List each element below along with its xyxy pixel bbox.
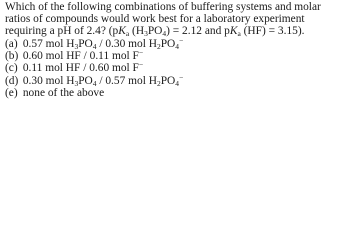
choice-text: 0.57 mol $H_3PO_4 / 0.30$ mol $H_2PO_4^-$ bbox=[22, 36, 184, 52]
question-block bbox=[5, 1, 347, 99]
choice-b[interactable] bbox=[5, 50, 347, 62]
choice-a[interactable] bbox=[5, 38, 347, 50]
answer-choices bbox=[5, 38, 347, 98]
choice-text: 0.60 mol HF / 0.11 mol F− bbox=[22, 48, 144, 63]
choice-e[interactable] bbox=[5, 87, 347, 99]
choice-d[interactable] bbox=[5, 72, 347, 88]
question-stem: Which of the following combinations of buffering systems and molar ratios of compounds would work best for a laboratory experiment requiring a pH of 2.4? ($pK_a$ $(H_3PO_4) = 2.12$ and $pK_a$ (HF) = 3.15). bbox=[5, 1, 321, 39]
choice-letter: (a) bbox=[5, 38, 18, 51]
choice-letter: (b) bbox=[5, 50, 19, 63]
choice-c[interactable] bbox=[5, 62, 347, 74]
choice-letter: (d) bbox=[5, 74, 19, 87]
choice-text: 0.30 mol $H_3PO_4 / 0.57$ mol $H_2PO_4^-$ bbox=[22, 72, 184, 88]
choice-letter: (e) bbox=[5, 86, 18, 99]
choice-text: 0.11 mol HF / 0.60 mol F− bbox=[22, 60, 144, 75]
choice-letter: (c) bbox=[5, 62, 18, 75]
choice-text: none of the above bbox=[22, 86, 105, 99]
